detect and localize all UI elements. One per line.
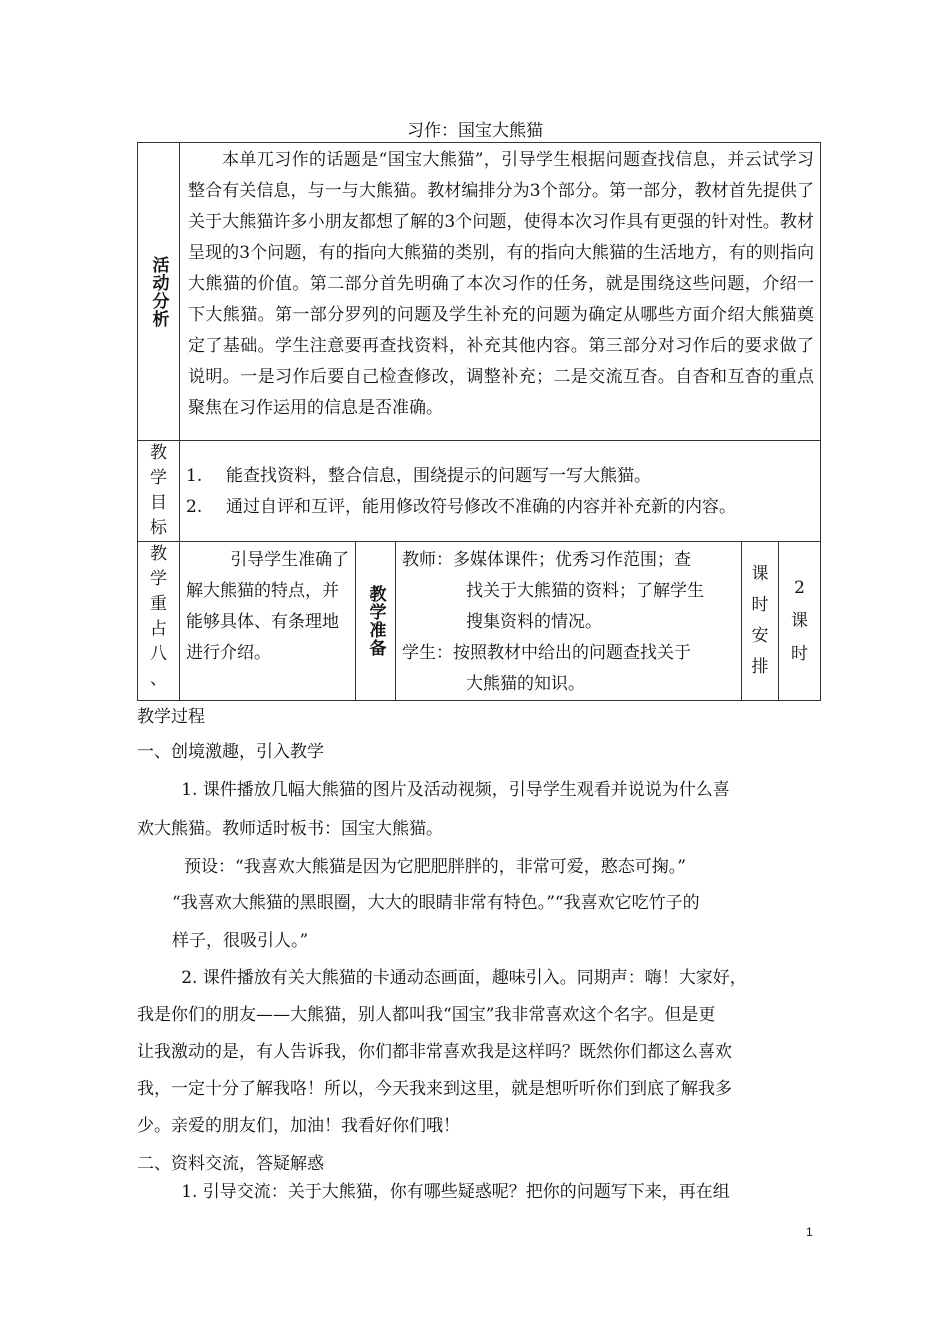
schedule-label-char: 课 <box>751 564 769 584</box>
schedule-label-cell <box>742 542 779 701</box>
analysis-row <box>138 143 821 441</box>
paragraph-line: 欢大熊猫。教师适时板书：国宝大熊猫。 <box>137 819 443 839</box>
goal-text: 能查找资料，整合信息，围绕提示的问题写一写大熊猫。 <box>226 466 651 486</box>
goal-number: 1. <box>186 466 203 486</box>
paragraph-line: “我喜欢大熊猫的黑眼圈，大大的眼睛非常有特色。”“我喜欢它吃竹子的 <box>172 893 700 913</box>
goal-number: 2. <box>186 497 203 517</box>
prep-student-label: 学生： <box>402 643 453 663</box>
keypoints-label-char: 占 <box>150 619 167 639</box>
prep-content-cell <box>396 542 742 701</box>
goals-content-cell <box>180 441 821 542</box>
paragraph-line: 1. 引导交流：关于大熊猫，你有哪些疑惑呢？把你的问题写下来，再在组 <box>181 1182 730 1202</box>
goal-text: 通过自评和互评，能用修改符号修改不准确的内容并补充新的内容。 <box>226 497 736 517</box>
prep-label: 教学准备 <box>365 585 386 657</box>
paragraph-line: 2. 课件播放有关大熊猫的卡通动态画面，趣味引入。同期声：嗨！大家好， <box>181 968 747 988</box>
section-heading: 一、创境激趣，引入教学 <box>137 742 324 762</box>
analysis-content-cell <box>180 143 821 441</box>
keypoints-content-cell <box>180 542 356 701</box>
analysis-label-cell <box>138 143 180 441</box>
prep-teacher-line: 找关于大熊猫的资料；了解学生 <box>466 581 704 601</box>
page-number: 1 <box>806 1225 813 1239</box>
keypoints-row <box>138 542 821 701</box>
paragraph-line: 让我激动的是，有人告诉我，你们都非常喜欢我是这样吗？既然你们都这么喜欢 <box>137 1042 732 1062</box>
paragraph-line: 1. 课件播放几幅大熊猫的图片及活动视频，引导学生观看并说说为什么喜 <box>181 780 730 800</box>
goals-row <box>138 441 821 542</box>
schedule-value-cell <box>779 542 821 701</box>
goals-label-char: 学 <box>150 468 167 488</box>
prep-student-line: 按照教材中给出的问题查找关于 <box>453 643 691 663</box>
section-heading: 二、资料交流，答疑解惑 <box>137 1154 324 1174</box>
paragraph-line: 我，一定十分了解我咯！所以，今天我来到这里，就是想听听你们到底了解我多 <box>137 1079 732 1099</box>
schedule-value-char: 时 <box>791 643 808 664</box>
prep-teacher-line: 多媒体课件；优秀习作范围；查 <box>453 550 691 570</box>
keypoints-label-char: 教 <box>150 544 167 564</box>
keypoints-label-char: 学 <box>150 569 167 589</box>
goals-label-char: 目 <box>150 493 167 513</box>
analysis-text: 本单兀习作的话题是“国宝大熊猫”，引导学生根据问题查找信息，并云试学习整合有关信息，与一与大熊猫。教材编排分为3个部分。第一部分，教材首先提供了关于大熊猫许多小朋友都想了解的3个问题，使得本次习作具有更强的针对性。教材呈现的3个问题，有的指向大熊猫的类别，有的指向大熊猫的生活地方，有的则指向大熊猫的价值。第二部分首先明确了本次习作的任务，就是围绕这些问题，介绍一下大熊猫。第一部分罗列的问题及学生补充的问题为确定从哪些方面介绍大熊猫奠定了基础。学生注意要再查找资料，补充其他内容。第三部分对习作后的要求做了说明。一是习作后要自己检查修改，调整补充；二是交流互杳。自杳和互杳的重点聚焦在习作运用的信息是否准确。 <box>188 150 814 418</box>
paragraph-line: 我是你们的朋友——大熊猫，别人都叫我“国宝”我非常喜欢这个名字。但是更 <box>137 1005 716 1025</box>
keypoints-label-char: 八 <box>150 644 167 664</box>
goal-item <box>186 461 814 492</box>
keypoints-label-char: 、 <box>150 669 167 689</box>
process-heading: 教学过程 <box>137 707 205 727</box>
keypoints-text: 引导学生准确了解大熊猫的特点，并能够具体、有条理地进行介绍。 <box>186 550 350 663</box>
goals-label-cell <box>138 441 180 542</box>
schedule-label-char: 时 <box>751 595 769 615</box>
goal-item <box>186 492 814 523</box>
keypoints-label-char: 重 <box>150 594 167 614</box>
paragraph-line: 少。亲爱的朋友们，加油！我看好你们哦！ <box>137 1116 460 1136</box>
keypoints-label-cell <box>138 542 180 701</box>
paragraph-line: 样子，很吸引人。” <box>172 931 309 951</box>
schedule-label-char: 排 <box>751 657 769 677</box>
prep-student <box>402 638 737 669</box>
prep-teacher <box>402 545 737 576</box>
goals-label-char: 标 <box>150 518 167 538</box>
page-title: 习作：国宝大熊猫 <box>407 121 543 141</box>
schedule-value-char: 2 <box>794 577 805 598</box>
prep-student-line: 大熊猫的知识。 <box>466 674 585 694</box>
schedule-value-char: 课 <box>791 610 808 631</box>
goals-label-char: 教 <box>150 443 167 463</box>
analysis-label: 活动分析 <box>148 255 169 328</box>
schedule-label-char: 安 <box>751 626 769 646</box>
paragraph-line: 预设：“我喜欢大熊猫是因为它肥肥胖胖的，非常可爱，憨态可掬。” <box>184 857 686 877</box>
prep-teacher-label: 教师： <box>402 550 453 570</box>
prep-teacher-line: 搜集资料的情况。 <box>466 612 602 632</box>
prep-label-cell <box>356 542 396 701</box>
lesson-plan-table <box>137 142 821 701</box>
